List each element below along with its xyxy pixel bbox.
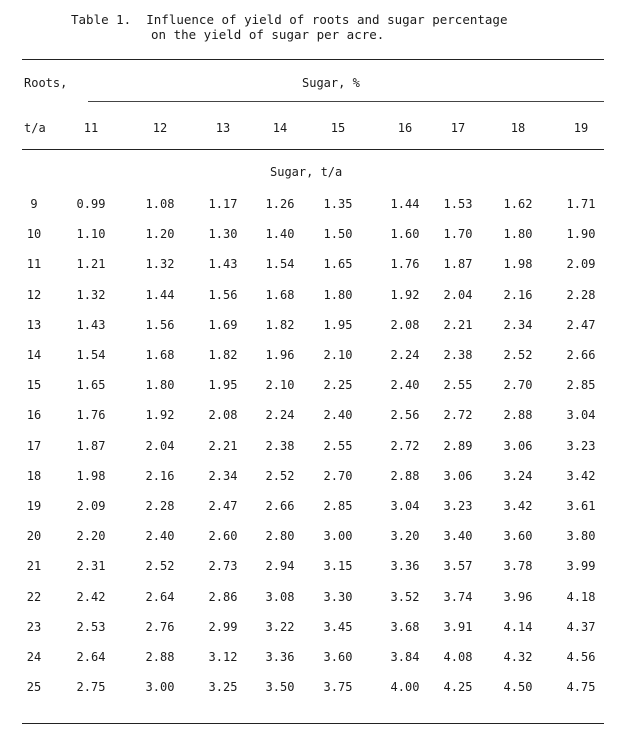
table-cell: 2.76 <box>145 619 175 634</box>
table-cell: 2.86 <box>208 589 238 604</box>
table-cell: 1.62 <box>503 197 533 211</box>
table-cell: 1.68 <box>145 348 175 362</box>
table-cell: 1.56 <box>208 287 238 302</box>
table-cell: 1.32 <box>76 287 106 302</box>
table-cell: 3.30 <box>323 589 353 604</box>
table-cell: 2.21 <box>443 317 473 332</box>
table-cell: 2.72 <box>443 408 473 423</box>
table-cell: 1.68 <box>265 287 295 302</box>
table-cell: 3.25 <box>208 680 238 695</box>
column-header: 12 <box>152 121 168 135</box>
table-cell: 1.43 <box>208 257 238 272</box>
table-cell: 2.88 <box>390 468 420 483</box>
table-cell: 2.04 <box>443 287 473 302</box>
table-cell: 3.36 <box>265 650 295 664</box>
table-cell: 2.99 <box>208 619 238 634</box>
table-cell: 1.26 <box>265 197 295 211</box>
roots-unit-header: t/a <box>24 121 46 135</box>
row-label-roots: 11 <box>26 257 42 272</box>
row-label-roots: 25 <box>26 680 42 695</box>
table-cell: 2.40 <box>323 408 353 423</box>
table-cell: 1.43 <box>76 317 106 332</box>
table-cell: 3.06 <box>503 438 533 453</box>
table-cell: 2.08 <box>390 317 420 332</box>
table-cell: 1.69 <box>208 317 238 332</box>
table-cell: 3.15 <box>323 559 353 574</box>
table-cell: 4.50 <box>503 680 533 695</box>
table-cell: 3.50 <box>265 680 295 695</box>
row-label-roots: 15 <box>26 378 42 393</box>
table-cell: 1.71 <box>566 197 596 211</box>
table-cell: 1.10 <box>76 227 106 242</box>
table-cell: 2.16 <box>503 287 533 302</box>
table-cell: 1.54 <box>76 348 106 362</box>
table-cell: 2.40 <box>390 378 420 393</box>
table-cell: 2.28 <box>145 499 175 513</box>
table-cell: 3.57 <box>443 559 473 574</box>
sugar-percent-header: Sugar, % <box>302 76 360 90</box>
row-label-roots: 16 <box>26 408 42 423</box>
row-label-roots: 20 <box>26 529 42 544</box>
top-rule <box>22 59 604 60</box>
table-cell: 2.55 <box>443 378 473 393</box>
table-cell: 1.20 <box>145 227 175 242</box>
column-header: 19 <box>573 121 589 135</box>
table-cell: 1.80 <box>145 378 175 393</box>
table-cell: 3.96 <box>503 589 533 604</box>
table-cell: 4.75 <box>566 680 596 695</box>
table-cell: 1.82 <box>265 317 295 332</box>
table-cell: 2.70 <box>503 378 533 393</box>
table-cell: 1.53 <box>443 197 473 211</box>
table-cell: 2.10 <box>265 378 295 393</box>
table-cell: 2.80 <box>265 529 295 544</box>
table-cell: 2.85 <box>323 499 353 513</box>
column-header: 13 <box>215 121 231 135</box>
table-cell: 4.32 <box>503 650 533 664</box>
table-cell: 3.60 <box>323 650 353 664</box>
row-label-roots: 13 <box>26 317 42 332</box>
table-cell: 3.08 <box>265 589 295 604</box>
table-cell: 2.20 <box>76 529 106 544</box>
table-cell: 1.44 <box>145 287 175 302</box>
table-cell: 2.66 <box>265 499 295 513</box>
table-cell: 2.24 <box>265 408 295 423</box>
table-cell: 3.84 <box>390 650 420 664</box>
table-cell: 4.37 <box>566 619 596 634</box>
table-cell: 3.00 <box>145 680 175 695</box>
table-cell: 1.96 <box>265 348 295 362</box>
table-cell: 2.09 <box>76 499 106 513</box>
table-cell: 2.16 <box>145 468 175 483</box>
table-cell: 3.75 <box>323 680 353 695</box>
table-cell: 2.40 <box>145 529 175 544</box>
row-label-roots: 14 <box>26 348 42 362</box>
table-cell: 1.40 <box>265 227 295 242</box>
table-cell: 2.47 <box>566 317 596 332</box>
column-header: 17 <box>450 121 466 135</box>
table-cell: 1.87 <box>443 257 473 272</box>
table-cell: 2.31 <box>76 559 106 574</box>
table-cell: 2.88 <box>503 408 533 423</box>
table-cell: 2.94 <box>265 559 295 574</box>
header-rule <box>22 149 604 150</box>
table-cell: 2.28 <box>566 287 596 302</box>
table-cell: 3.24 <box>503 468 533 483</box>
table-cell: 1.60 <box>390 227 420 242</box>
table-cell: 1.35 <box>323 197 353 211</box>
table-cell: 1.30 <box>208 227 238 242</box>
bottom-rule <box>22 723 604 724</box>
table-cell: 2.52 <box>145 559 175 574</box>
column-header: 15 <box>330 121 346 135</box>
table-cell: 1.76 <box>390 257 420 272</box>
table-cell: 1.92 <box>145 408 175 423</box>
table-cell: 3.20 <box>390 529 420 544</box>
row-label-roots: 23 <box>26 619 42 634</box>
table-cell: 3.78 <box>503 559 533 574</box>
table-cell: 2.34 <box>503 317 533 332</box>
table-cell: 1.76 <box>76 408 106 423</box>
table-cell: 3.06 <box>443 468 473 483</box>
table-cell: 2.56 <box>390 408 420 423</box>
table-cell: 2.85 <box>566 378 596 393</box>
row-label-roots: 17 <box>26 438 42 453</box>
table-cell: 2.88 <box>145 650 175 664</box>
table-cell: 2.25 <box>323 378 353 393</box>
table-cell: 3.74 <box>443 589 473 604</box>
table-cell: 2.72 <box>390 438 420 453</box>
row-label-roots: 24 <box>26 650 42 664</box>
table-cell: 2.38 <box>265 438 295 453</box>
title-line-2: on the yield of sugar per acre. <box>151 27 385 42</box>
table-cell: 3.40 <box>443 529 473 544</box>
table-cell: 2.52 <box>503 348 533 362</box>
column-header: 18 <box>510 121 526 135</box>
table-cell: 3.23 <box>566 438 596 453</box>
table-cell: 1.82 <box>208 348 238 362</box>
table-cell: 4.25 <box>443 680 473 695</box>
table-cell: 2.89 <box>443 438 473 453</box>
table-cell: 3.42 <box>566 468 596 483</box>
table-cell: 2.42 <box>76 589 106 604</box>
table-cell: 2.55 <box>323 438 353 453</box>
table-cell: 1.08 <box>145 197 175 211</box>
table-cell: 2.53 <box>76 619 106 634</box>
title-line-1: Table 1. Influence of yield of roots and sugar percentage <box>71 12 508 27</box>
table-cell: 1.65 <box>323 257 353 272</box>
table-cell: 3.04 <box>390 499 420 513</box>
roots-header: Roots, <box>24 76 68 90</box>
table-cell: 3.91 <box>443 619 473 634</box>
table-cell: 2.64 <box>76 650 106 664</box>
table-cell: 2.08 <box>208 408 238 423</box>
table-cell: 3.12 <box>208 650 238 664</box>
table-cell: 1.90 <box>566 227 596 242</box>
table-cell: 2.09 <box>566 257 596 272</box>
table-cell: 2.24 <box>390 348 420 362</box>
table-cell: 3.42 <box>503 499 533 513</box>
table-cell: 3.36 <box>390 559 420 574</box>
table-title <box>71 12 508 42</box>
table-cell: 1.56 <box>145 317 175 332</box>
table-cell: 3.61 <box>566 499 596 513</box>
row-label-roots: 19 <box>26 499 42 513</box>
table-cell: 4.56 <box>566 650 596 664</box>
table-cell: 2.64 <box>145 589 175 604</box>
table-cell: 1.65 <box>76 378 106 393</box>
column-header: 11 <box>83 121 99 135</box>
table-cell: 2.04 <box>145 438 175 453</box>
table-cell: 2.73 <box>208 559 238 574</box>
table-cell: 1.54 <box>265 257 295 272</box>
table-cell: 3.99 <box>566 559 596 574</box>
column-header: 14 <box>272 121 288 135</box>
table-cell: 4.08 <box>443 650 473 664</box>
table-cell: 3.68 <box>390 619 420 634</box>
table-cell: 1.98 <box>76 468 106 483</box>
table-cell: 3.04 <box>566 408 596 423</box>
table-cell: 0.99 <box>76 197 106 211</box>
row-label-roots: 21 <box>26 559 42 574</box>
row-label-roots: 9 <box>30 197 38 211</box>
row-label-roots: 12 <box>26 287 42 302</box>
column-header: 16 <box>397 121 413 135</box>
table-cell: 1.95 <box>323 317 353 332</box>
table-cell: 2.47 <box>208 499 238 513</box>
table-cell: 2.34 <box>208 468 238 483</box>
table-cell: 1.98 <box>503 257 533 272</box>
table-cell: 1.92 <box>390 287 420 302</box>
table-cell: 4.00 <box>390 680 420 695</box>
table-cell: 3.23 <box>443 499 473 513</box>
table-cell: 2.38 <box>443 348 473 362</box>
table-cell: 2.66 <box>566 348 596 362</box>
row-label-roots: 22 <box>26 589 42 604</box>
table-cell: 1.80 <box>503 227 533 242</box>
table-cell: 1.44 <box>390 197 420 211</box>
spanner-rule <box>88 101 604 102</box>
table-cell: 2.52 <box>265 468 295 483</box>
table-cell: 1.17 <box>208 197 238 211</box>
table-cell: 3.60 <box>503 529 533 544</box>
table-cell: 1.80 <box>323 287 353 302</box>
table-cell: 2.75 <box>76 680 106 695</box>
table-cell: 3.00 <box>323 529 353 544</box>
table-cell: 1.32 <box>145 257 175 272</box>
table-cell: 2.21 <box>208 438 238 453</box>
table-cell: 3.80 <box>566 529 596 544</box>
table-cell: 1.87 <box>76 438 106 453</box>
table-cell: 3.45 <box>323 619 353 634</box>
table-cell: 2.60 <box>208 529 238 544</box>
table-cell: 1.21 <box>76 257 106 272</box>
table-cell: 4.14 <box>503 619 533 634</box>
table-cell: 1.95 <box>208 378 238 393</box>
table-cell: 2.10 <box>323 348 353 362</box>
table-cell: 1.70 <box>443 227 473 242</box>
row-label-roots: 10 <box>26 227 42 242</box>
table-cell: 3.52 <box>390 589 420 604</box>
table-cell: 2.70 <box>323 468 353 483</box>
sugar-yield-header: Sugar, t/a <box>270 165 343 179</box>
table-cell: 4.18 <box>566 589 596 604</box>
table-cell: 1.50 <box>323 227 353 242</box>
table-cell: 3.22 <box>265 619 295 634</box>
row-label-roots: 18 <box>26 468 42 483</box>
